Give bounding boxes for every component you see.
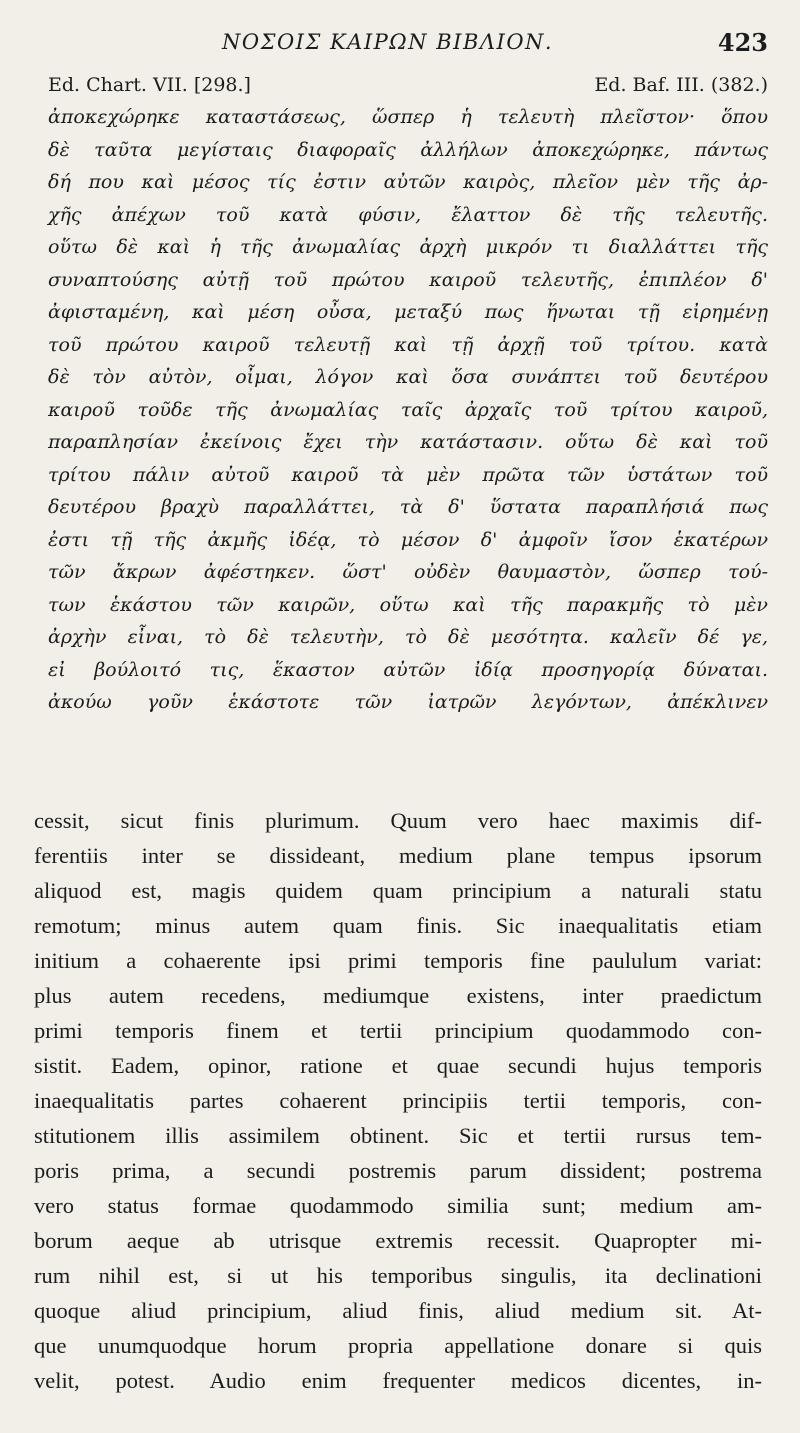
latin-line: initium a cohaerente ipsi primi temporis fine paululum variat:: [34, 948, 762, 973]
latin-line: ferentiis inter se dissideant, medium plane tempus ipsorum: [34, 843, 762, 868]
latin-line: vero status formae quodammodo similia sunt; medium am-: [34, 1193, 762, 1218]
running-title: ΝΟΣΟΙΣ ΚΑΙΡΩΝ ΒΙΒΛΙΟΝ.: [222, 30, 554, 54]
greek-text-block: [48, 101, 768, 719]
latin-line: stitutionem illis assimilem obtinent. Sic et tertii rursus tem-: [34, 1123, 762, 1148]
greek-line: εἰ βούλοιτό τις, ἕκαστον αὐτῶν ἰδίᾳ προσηγορίᾳ δύναται.: [48, 658, 768, 681]
latin-line: aliquod est, magis quidem quam principium a naturali statu: [34, 878, 762, 903]
latin-line: inaequalitatis partes cohaerent principiis tertii temporis, con-: [34, 1088, 762, 1113]
greek-line: ἐστι τῇ τῆς ἀκμῆς ἰδέᾳ, τὸ μέσον δ' ἀμφοῖν ἴσον ἑκατέρων: [48, 528, 768, 551]
greek-line: οὕτω δὲ καὶ ἡ τῆς ἀνωμαλίας ἀρχὴ μικρόν τι διαλλάττει τῆς: [48, 236, 768, 258]
greek-line: δὲ τὸν αὐτὸν, οἶμαι, λόγον καὶ ὅσα συνάπτει τοῦ δευτέρου: [48, 366, 768, 388]
latin-line: remotum; minus autem quam finis. Sic inaequalitatis etiam: [34, 913, 762, 938]
greek-line: χῆς ἀπέχων τοῦ κατὰ φύσιν, ἔλαττον δὲ τῆς τελευτῆς.: [48, 203, 768, 226]
greek-line: δευτέρου βραχὺ παραλλάττει, τὰ δ' ὕστατα παραπλήσιά πως: [48, 496, 768, 518]
greek-line: καιροῦ τοῦδε τῆς ἀνωμαλίας ταῖς ἀρχαῖς τοῦ τρίτου καιροῦ,: [48, 398, 768, 421]
greek-line: ἀφισταμένη, καὶ μέση οὖσα, μεταξύ πως ἥνωται τῇ εἰρημένῃ: [48, 301, 768, 323]
latin-line: plus autem recedens, mediumque existens, inter praedictum: [34, 983, 762, 1008]
latin-line: sistit. Eadem, opinor, ratione et quae secundi hujus temporis: [34, 1053, 762, 1078]
greek-line: συναπτούσης αὐτῇ τοῦ πρώτου καιροῦ τελευτῆς, ἐπιπλέον δ': [48, 268, 768, 291]
greek-line: παραπλησίαν ἐκείνοις ἔχει τὴν κατάστασιν. οὕτω δὲ καὶ τοῦ: [48, 431, 768, 453]
latin-line: que unumquodque horum propria appellatione donare si quis: [34, 1333, 762, 1358]
greek-line: ἀρχὴν εἶναι, τὸ δὲ τελευτὴν, τὸ δὲ μεσότητα. καλεῖν δέ γε,: [48, 626, 768, 648]
latin-line: poris prima, a secundi postremis parum dissident; postrema: [34, 1158, 762, 1183]
running-head: [0, 30, 800, 60]
latin-text-block: [34, 803, 762, 1398]
latin-line: primi temporis finem et tertii principium quodammodo con-: [34, 1018, 762, 1043]
latin-line: rum nihil est, si ut his temporibus singulis, ita declinationi: [34, 1263, 762, 1288]
greek-line: τῶν ἄκρων ἀφέστηκεν. ὥστ' οὐδὲν θαυμαστὸν, ὥσπερ τού-: [48, 561, 768, 583]
greek-line: ἀκούω γοῦν ἑκάστοτε τῶν ἰατρῶν λεγόντων, ἀπέκλινεν: [48, 691, 768, 713]
greek-line: των ἑκάστου τῶν καιρῶν, οὕτω καὶ τῆς παρακμῆς τὸ μὲν: [48, 593, 768, 616]
greek-line: τοῦ πρώτου καιροῦ τελευτῇ καὶ τῇ ἀρχῇ τοῦ τρίτου. κατὰ: [48, 333, 768, 356]
greek-line: δὲ ταῦτα μεγίσταις διαφοραῖς ἀλλήλων ἀποκεχώρηκε, πάντως: [48, 138, 768, 161]
page-number: 423: [717, 28, 768, 57]
latin-line: velit, potest. Audio enim frequenter medicos dicentes, in-: [34, 1368, 762, 1393]
latin-line: cessit, sicut finis plurimum. Quum vero haec maximis dif-: [34, 808, 762, 833]
latin-line: quoque aliud principium, aliud finis, aliud medium sit. At-: [34, 1298, 762, 1323]
edition-basel: Ed. Baf. III. (382.): [594, 74, 768, 96]
greek-line: δή που καὶ μέσος τίς ἐστιν αὐτῶν καιρὸς, πλεῖον μὲν τῆς ἀρ-: [48, 171, 768, 193]
greek-line: ἀποκεχώρηκε καταστάσεως, ὥσπερ ἡ τελευτὴ πλεῖστον· ὅπου: [48, 106, 768, 128]
edition-chartier: Ed. Chart. VII. [298.]: [48, 74, 251, 96]
greek-line: τρίτου πάλιν αὐτοῦ καιροῦ τὰ μὲν πρῶτα τῶν ὑστάτων τοῦ: [48, 463, 768, 486]
edition-references: [48, 74, 768, 100]
latin-line: borum aeque ab utrisque extremis recessit. Quapropter mi-: [34, 1228, 762, 1253]
